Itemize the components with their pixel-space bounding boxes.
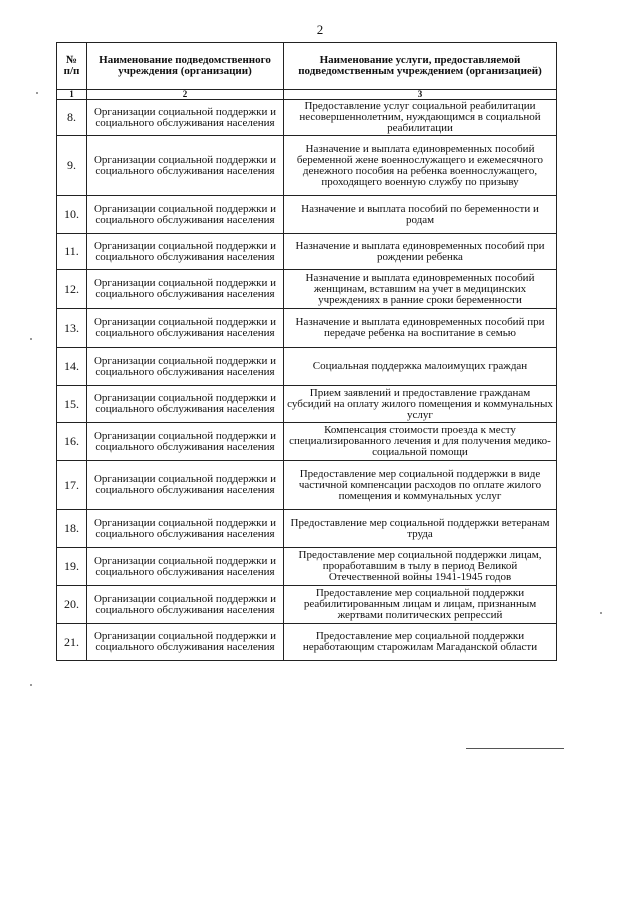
column-number: 3 <box>284 90 557 100</box>
table-row <box>57 348 557 386</box>
organization-cell: Организации социальной поддержки и социального обслуживания населения <box>87 309 284 348</box>
table-row <box>57 386 557 423</box>
organization-cell: Организации социальной поддержки и социального обслуживания населения <box>87 423 284 461</box>
row-number: 14. <box>57 348 87 386</box>
table-row <box>57 136 557 196</box>
services-table <box>56 42 557 661</box>
organization-cell: Организации социальной поддержки и социального обслуживания населения <box>87 270 284 309</box>
table-row <box>57 548 557 586</box>
organization-cell: Организации социальной поддержки и социального обслуживания населения <box>87 136 284 196</box>
scan-speck <box>36 92 38 94</box>
service-cell: Назначение и выплата единовременных пособий беременной жене военнослужащего и ежемесячного денежного пособия на ребенка военнослужащего, проходящего военную службу по призыву <box>284 136 557 196</box>
table-body <box>57 100 557 661</box>
scan-speck <box>30 338 32 340</box>
service-cell: Предоставление мер социальной поддержки неработающим старожилам Магаданской области <box>284 624 557 661</box>
row-number: 20. <box>57 586 87 624</box>
row-number: 15. <box>57 386 87 423</box>
row-number: 11. <box>57 234 87 270</box>
row-number: 17. <box>57 461 87 510</box>
organization-cell: Организации социальной поддержки и социального обслуживания населения <box>87 624 284 661</box>
header-number: № п/п <box>57 43 87 90</box>
organization-cell: Организации социальной поддержки и социального обслуживания населения <box>87 348 284 386</box>
page-number: 2 <box>316 22 324 37</box>
header-row <box>57 43 557 90</box>
service-cell: Предоставление мер социальной поддержки в виде частичной компенсации расходов по оплате жилого помещения и коммунальных услуг <box>284 461 557 510</box>
row-number: 19. <box>57 548 87 586</box>
table-row <box>57 309 557 348</box>
table-row <box>57 586 557 624</box>
service-cell: Прием заявлений и предоставление гражданам субсидий на оплату жилого помещения и коммунальных услуг <box>284 386 557 423</box>
service-cell: Социальная поддержка малоимущих граждан <box>284 348 557 386</box>
row-number: 8. <box>57 100 87 136</box>
service-cell: Назначение и выплата единовременных пособий при передаче ребенка на воспитание в семью <box>284 309 557 348</box>
column-number: 2 <box>87 90 284 100</box>
organization-cell: Организации социальной поддержки и социального обслуживания населения <box>87 586 284 624</box>
service-cell: Предоставление мер социальной поддержки реабилитированным лицам и лицам, признанным жертвами политических репрессий <box>284 586 557 624</box>
row-number: 16. <box>57 423 87 461</box>
service-cell: Компенсация стоимости проезда к месту специализированного лечения и для получения медико-социальной помощи <box>284 423 557 461</box>
table-row <box>57 234 557 270</box>
service-cell: Предоставление мер социальной поддержки лицам, проработавшим в тылу в период Великой Отечественной войны 1941-1945 годов <box>284 548 557 586</box>
service-cell: Назначение и выплата единовременных пособий при рождении ребенка <box>284 234 557 270</box>
organization-cell: Организации социальной поддержки и социального обслуживания населения <box>87 461 284 510</box>
table-row <box>57 196 557 234</box>
header-organization: Наименование подведомственного учреждения (организации) <box>87 43 284 90</box>
service-cell: Назначение и выплата единовременных пособий женщинам, вставшим на учет в медицинских учреждениях в ранние сроки беременности <box>284 270 557 309</box>
closing-rule <box>466 748 564 749</box>
organization-cell: Организации социальной поддержки и социального обслуживания населения <box>87 234 284 270</box>
table-row <box>57 461 557 510</box>
organization-cell: Организации социальной поддержки и социального обслуживания населения <box>87 548 284 586</box>
column-number-row <box>57 90 557 100</box>
table-row <box>57 624 557 661</box>
row-number: 13. <box>57 309 87 348</box>
service-cell: Предоставление мер социальной поддержки ветеранам труда <box>284 510 557 548</box>
table-row <box>57 100 557 136</box>
row-number: 9. <box>57 136 87 196</box>
column-number: 1 <box>57 90 87 100</box>
organization-cell: Организации социальной поддержки и социального обслуживания населения <box>87 196 284 234</box>
table-row <box>57 423 557 461</box>
header-service: Наименование услуги, предоставляемой подведомственным учреждением (организацией) <box>284 43 557 90</box>
organization-cell: Организации социальной поддержки и социального обслуживания населения <box>87 510 284 548</box>
row-number: 10. <box>57 196 87 234</box>
organization-cell: Организации социальной поддержки и социального обслуживания населения <box>87 386 284 423</box>
service-cell: Предоставление услуг социальной реабилитации несовершеннолетним, нуждающимся в социальной реабилитации <box>284 100 557 136</box>
row-number: 18. <box>57 510 87 548</box>
service-cell: Назначение и выплата пособий по беременности и родам <box>284 196 557 234</box>
organization-cell: Организации социальной поддержки и социального обслуживания населения <box>87 100 284 136</box>
scan-speck <box>30 684 32 686</box>
row-number: 21. <box>57 624 87 661</box>
table-row <box>57 510 557 548</box>
row-number: 12. <box>57 270 87 309</box>
scan-speck <box>600 612 602 614</box>
table-row <box>57 270 557 309</box>
